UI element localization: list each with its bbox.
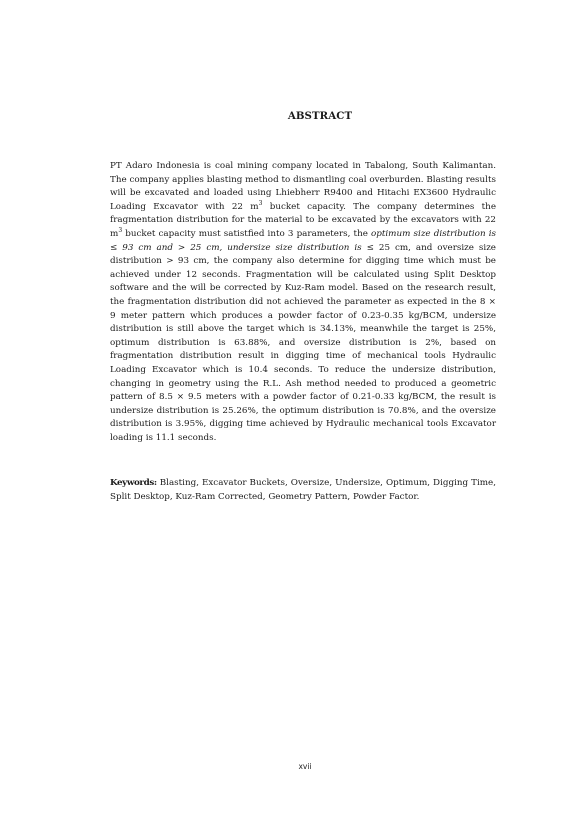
abstract-text-part-4: 25 cm, and oversize size distribution > 93 cm, the company also determine for digging time which must be achieved under 12 seconds. Fragmentation will be calculated using Split Desktop software and the will be corrected by Kuz-Ram model. Based on the research result, the fragmentation distribution did not achieved the parameter as expected in the 8 × 9 meter pattern which produces a powder factor of 0.23-0.35 kg/BCM, undersize distribution is still above the target which is 34.13%, meanwhile the target is 25%, optimum distribution is 63.88%, and oversize distribution is 2%, based on fragmentation distribution result in digging time of mechanical tools Hydraulic Loading Excavator which is 10.4 seconds. To reduce the undersize distribution, changing in geometry using the R.L. Ash method needed to produced a geometric pattern of 8.5 × 9.5 meters with a powder factor of 0.21-0.33 kg/BCM, the result is undersize distribution is 25.26%, the optimum distribution is 70.8%, and the oversize distribution is 3.95%, digging time achieved by Hydraulic mechanical tools Excavator loading is 11.1 seconds. (110, 242, 496, 443)
keywords-paragraph (110, 477, 496, 504)
superscript-cubed-2: 3 (118, 226, 123, 234)
abstract-italic-parameters: optimum size distribution is ≤ 93 cm and > 25 cm, undersize size distribution is ≤ (110, 228, 496, 253)
abstract-text-part-1: PT Adaro Indonesia is coal mining company located in Tabalong, South Kalimantan. The company applies blasting method to dismantling coal overburden. Blasting results will be excavated and loaded using Lhiebherr R9400 and Hitachi EX3600 Hydraulic Loading Excavator with 22 m (110, 161, 496, 212)
abstract-text-part-3: bucket capacity must satistfied into 3 parameters, the (122, 228, 371, 239)
abstract-text-part-2: bucket capacity. The company determines the fragmentation distribution for the material to be excavated by the excavators with 22 m (110, 201, 496, 239)
keywords-list: Blasting, Excavator Buckets, Oversize, Undersize, Optimum, Digging Time, Split Desktop, Kuz-Ram Corrected, Geometry Pattern, Powder Factor. (110, 478, 496, 502)
keywords-label: Keywords: (110, 478, 157, 488)
page-number: xvii (298, 762, 312, 771)
page-title: ABSTRACT (287, 110, 353, 122)
superscript-cubed-1: 3 (258, 199, 263, 207)
abstract-paragraph (110, 160, 496, 445)
